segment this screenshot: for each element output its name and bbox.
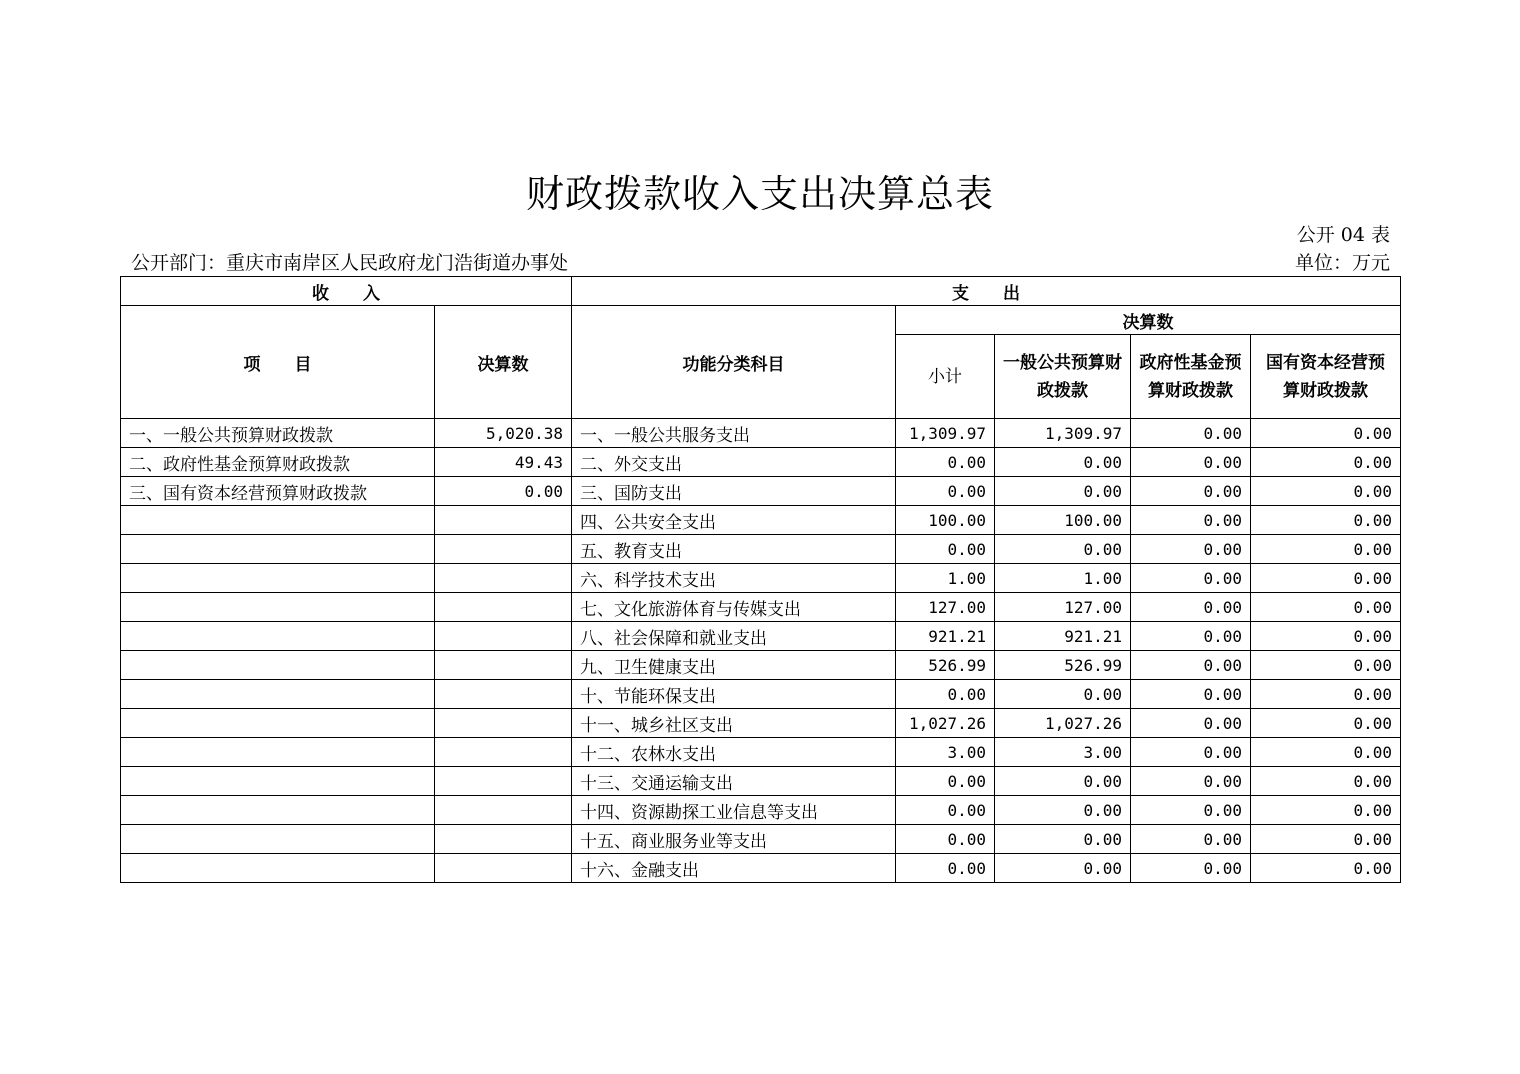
state-capital-cell: 0.00 — [1251, 593, 1401, 622]
expense-amount-header: 决算数 — [896, 306, 1401, 335]
income-amount-cell — [435, 622, 572, 651]
category-cell: 三、国防支出 — [572, 477, 896, 506]
expense-header: 支 出 — [572, 277, 1401, 306]
category-cell: 十一、城乡社区支出 — [572, 709, 896, 738]
general-budget-cell: 127.00 — [995, 593, 1131, 622]
income-item-cell — [121, 564, 435, 593]
income-amount-cell — [435, 564, 572, 593]
table-row — [121, 738, 1401, 767]
gov-fund-cell: 0.00 — [1131, 419, 1251, 448]
state-capital-cell: 0.00 — [1251, 738, 1401, 767]
state-capital-header: 国有资本经营预算财政拨款 — [1251, 335, 1401, 419]
table-row — [121, 448, 1401, 477]
income-amount-cell: 5,020.38 — [435, 419, 572, 448]
subtotal-cell: 1.00 — [896, 564, 995, 593]
general-budget-cell: 1,027.26 — [995, 709, 1131, 738]
category-cell: 二、外交支出 — [572, 448, 896, 477]
income-item-cell: 二、政府性基金预算财政拨款 — [121, 448, 435, 477]
income-amount-cell — [435, 767, 572, 796]
item-header: 项 目 — [121, 306, 435, 419]
income-item-cell: 三、国有资本经营预算财政拨款 — [121, 477, 435, 506]
gov-fund-cell: 0.00 — [1131, 796, 1251, 825]
table-row — [121, 622, 1401, 651]
general-budget-cell: 0.00 — [995, 825, 1131, 854]
state-capital-cell: 0.00 — [1251, 651, 1401, 680]
income-amount-cell — [435, 506, 572, 535]
state-capital-cell: 0.00 — [1251, 709, 1401, 738]
category-cell: 十四、资源勘探工业信息等支出 — [572, 796, 896, 825]
income-item-cell — [121, 593, 435, 622]
subtotal-cell: 3.00 — [896, 738, 995, 767]
category-cell: 九、卫生健康支出 — [572, 651, 896, 680]
income-amount-cell — [435, 854, 572, 883]
table-row — [121, 680, 1401, 709]
gov-fund-cell: 0.00 — [1131, 709, 1251, 738]
table-row — [121, 506, 1401, 535]
category-cell: 四、公共安全支出 — [572, 506, 896, 535]
table-row — [121, 709, 1401, 738]
gov-fund-cell: 0.00 — [1131, 738, 1251, 767]
income-amount-cell — [435, 535, 572, 564]
gov-fund-cell: 0.00 — [1131, 448, 1251, 477]
gov-fund-cell: 0.00 — [1131, 651, 1251, 680]
state-capital-cell: 0.00 — [1251, 796, 1401, 825]
general-budget-cell: 3.00 — [995, 738, 1131, 767]
subtotal-cell: 100.00 — [896, 506, 995, 535]
table-row — [121, 796, 1401, 825]
table-row — [121, 564, 1401, 593]
general-budget-cell: 0.00 — [995, 796, 1131, 825]
table-row — [121, 477, 1401, 506]
state-capital-cell: 0.00 — [1251, 564, 1401, 593]
income-item-cell — [121, 796, 435, 825]
general-budget-cell: 0.00 — [995, 854, 1131, 883]
unit-label: 单位：万元 — [1294, 252, 1390, 274]
state-capital-cell: 0.00 — [1251, 535, 1401, 564]
subtotal-cell: 0.00 — [896, 825, 995, 854]
gov-fund-cell: 0.00 — [1131, 506, 1251, 535]
table-row — [121, 419, 1401, 448]
budget-table — [120, 276, 1401, 883]
subtotal-cell: 526.99 — [896, 651, 995, 680]
income-amount-cell — [435, 709, 572, 738]
state-capital-cell: 0.00 — [1251, 680, 1401, 709]
table-row — [121, 593, 1401, 622]
income-item-cell — [121, 622, 435, 651]
gov-fund-cell: 0.00 — [1131, 825, 1251, 854]
category-cell: 十五、商业服务业等支出 — [572, 825, 896, 854]
subtotal-cell: 0.00 — [896, 767, 995, 796]
income-item-cell — [121, 651, 435, 680]
gov-fund-cell: 0.00 — [1131, 767, 1251, 796]
income-amount-cell — [435, 593, 572, 622]
category-cell: 十二、农林水支出 — [572, 738, 896, 767]
subtotal-cell: 0.00 — [896, 854, 995, 883]
state-capital-cell: 0.00 — [1251, 419, 1401, 448]
gov-fund-cell: 0.00 — [1131, 622, 1251, 651]
general-budget-cell: 1,309.97 — [995, 419, 1131, 448]
subtotal-cell: 127.00 — [896, 593, 995, 622]
income-item-cell — [121, 709, 435, 738]
subtotal-header: 小计 — [896, 335, 995, 419]
gov-fund-cell: 0.00 — [1131, 593, 1251, 622]
category-cell: 十、节能环保支出 — [572, 680, 896, 709]
state-capital-cell: 0.00 — [1251, 506, 1401, 535]
subtotal-cell: 0.00 — [896, 448, 995, 477]
income-item-cell — [121, 506, 435, 535]
state-capital-cell: 0.00 — [1251, 767, 1401, 796]
gov-fund-cell: 0.00 — [1131, 564, 1251, 593]
income-amount-header: 决算数 — [435, 306, 572, 419]
income-item-cell — [121, 738, 435, 767]
table-row — [121, 767, 1401, 796]
gov-fund-header: 政府性基金预算财政拨款 — [1131, 335, 1251, 419]
category-cell: 八、社会保障和就业支出 — [572, 622, 896, 651]
category-cell: 一、一般公共服务支出 — [572, 419, 896, 448]
income-amount-cell — [435, 796, 572, 825]
state-capital-cell: 0.00 — [1251, 854, 1401, 883]
subtotal-cell: 1,027.26 — [896, 709, 995, 738]
subtotal-cell: 0.00 — [896, 680, 995, 709]
income-header: 收 入 — [121, 277, 572, 306]
gov-fund-cell: 0.00 — [1131, 680, 1251, 709]
general-budget-cell: 526.99 — [995, 651, 1131, 680]
table-row — [121, 854, 1401, 883]
income-item-cell — [121, 535, 435, 564]
general-budget-cell: 0.00 — [995, 448, 1131, 477]
category-cell: 六、科学技术支出 — [572, 564, 896, 593]
gov-fund-cell: 0.00 — [1131, 535, 1251, 564]
general-budget-cell: 0.00 — [995, 680, 1131, 709]
income-item-cell — [121, 825, 435, 854]
department-label: 公开部门：重庆市南岸区人民政府龙门浩街道办事处 — [131, 252, 569, 274]
income-amount-cell — [435, 680, 572, 709]
category-cell: 十六、金融支出 — [572, 854, 896, 883]
general-budget-cell: 0.00 — [995, 767, 1131, 796]
income-item-cell: 一、一般公共预算财政拨款 — [121, 419, 435, 448]
table-row — [121, 651, 1401, 680]
table-row — [121, 535, 1401, 564]
general-budget-cell: 0.00 — [995, 477, 1131, 506]
subtotal-cell: 0.00 — [896, 796, 995, 825]
subtotal-cell: 0.00 — [896, 535, 995, 564]
income-amount-cell: 49.43 — [435, 448, 572, 477]
general-budget-cell: 1.00 — [995, 564, 1131, 593]
income-item-cell — [121, 767, 435, 796]
table-row — [121, 825, 1401, 854]
income-amount-cell: 0.00 — [435, 477, 572, 506]
func-category-header: 功能分类科目 — [572, 306, 896, 419]
state-capital-cell: 0.00 — [1251, 622, 1401, 651]
form-number: 公开 04 表 — [1296, 224, 1390, 246]
income-amount-cell — [435, 651, 572, 680]
subtotal-cell: 1,309.97 — [896, 419, 995, 448]
general-budget-header: 一般公共预算财政拨款 — [995, 335, 1131, 419]
income-amount-cell — [435, 825, 572, 854]
general-budget-cell: 100.00 — [995, 506, 1131, 535]
general-budget-cell: 0.00 — [995, 535, 1131, 564]
subtotal-cell: 0.00 — [896, 477, 995, 506]
page-title: 财政拨款收入支出决算总表 — [525, 172, 994, 216]
state-capital-cell: 0.00 — [1251, 448, 1401, 477]
income-amount-cell — [435, 738, 572, 767]
income-item-cell — [121, 680, 435, 709]
income-item-cell — [121, 854, 435, 883]
gov-fund-cell: 0.00 — [1131, 477, 1251, 506]
general-budget-cell: 921.21 — [995, 622, 1131, 651]
category-cell: 十三、交通运输支出 — [572, 767, 896, 796]
category-cell: 七、文化旅游体育与传媒支出 — [572, 593, 896, 622]
state-capital-cell: 0.00 — [1251, 477, 1401, 506]
table-body — [121, 419, 1401, 883]
category-cell: 五、教育支出 — [572, 535, 896, 564]
state-capital-cell: 0.00 — [1251, 825, 1401, 854]
gov-fund-cell: 0.00 — [1131, 854, 1251, 883]
subtotal-cell: 921.21 — [896, 622, 995, 651]
